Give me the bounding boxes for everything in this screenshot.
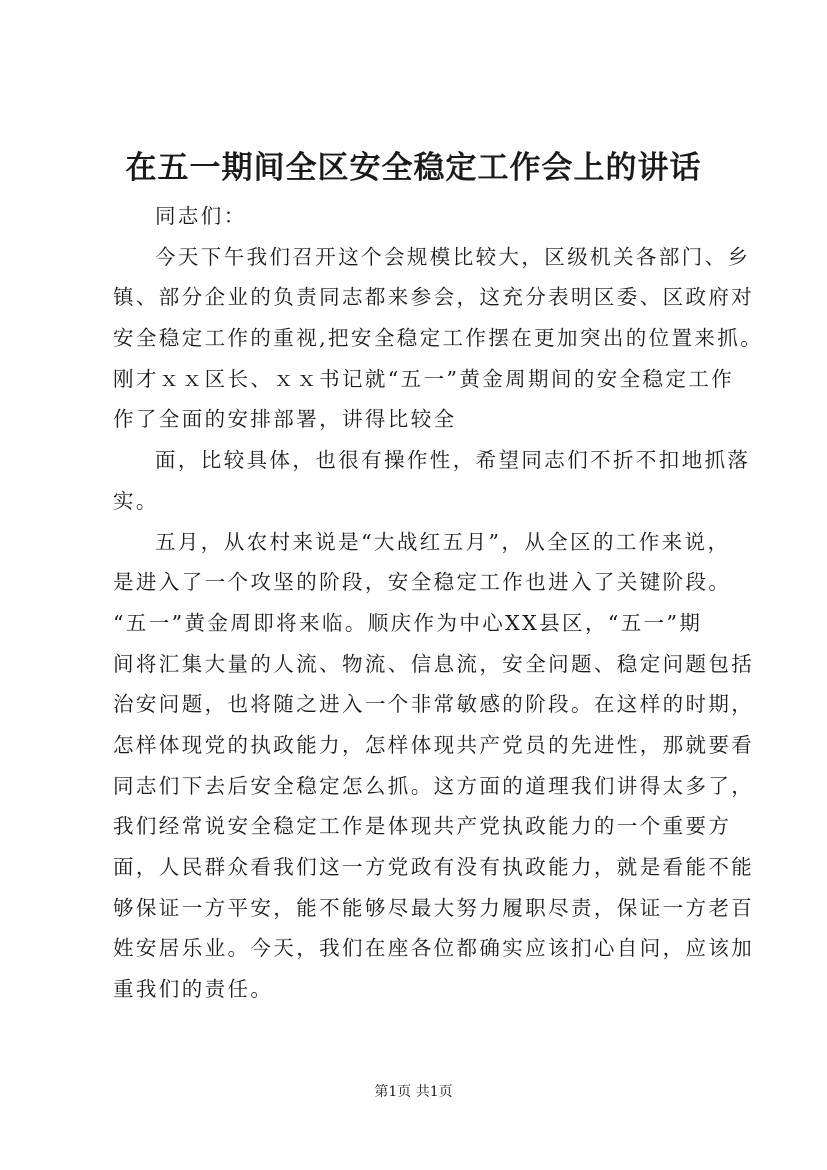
body-line: 刚才ｘｘ区长、ｘｘ书记就“五一”黄金周期间的安全稳定工作 (113, 366, 735, 391)
body-line: 实。 (113, 488, 159, 513)
body-line: 重我们的责任。 (113, 977, 274, 1002)
body-line: 治安问题，也将随之进入一个非常敏感的阶段。在这样的时期， (113, 692, 755, 717)
body-line: 同志们： (155, 204, 247, 228)
body-line: 五月，从农村来说是“大战红五月”，从全区的工作来说， (155, 529, 731, 554)
body-line: 安全稳定工作的重视,把安全稳定工作摆在更加突出的位置来抓。 (113, 326, 764, 351)
body-line: “五一”黄金周即将来临。顺庆作为中心XX县区，“五一”期 (113, 610, 703, 635)
body-line: 是进入了一个攻坚的阶段，安全稳定工作也进入了关键阶段。 (113, 570, 732, 595)
document-title: 在五一期间全区安全稳定工作会上的讲话 (125, 150, 702, 186)
document-body (113, 196, 764, 1010)
body-line: 作了全面的安排部署，讲得比较全 (113, 407, 457, 432)
body-line: 镇、部分企业的负责同志都来参会，这充分表明区委、区政府对 (113, 285, 755, 310)
body-line: 姓安居乐业。今天，我们在座各位都确实应该扪心自问，应该加 (113, 936, 755, 961)
body-line: 面，人民群众看我们这一方党政有没有执政能力，就是看能不能 (113, 855, 755, 879)
body-line: 今天下午我们召开这个会规模比较大，区级机关各部门、乡 (155, 244, 751, 269)
body-line: 够保证一方平安，能不能够尽最大努力履职尽责，保证一方老百 (113, 895, 755, 920)
body-line: 我们经常说安全稳定工作是体现共产党执政能力的一个重要方 (113, 814, 732, 839)
body-line: 间将汇集大量的人流、物流、信息流，安全问题、稳定问题包括 (113, 651, 755, 676)
body-line: 同志们下去后安全稳定怎么抓。这方面的道理我们讲得太多了， (113, 773, 755, 798)
page-footer: 第1页 共1页 (374, 1084, 453, 1100)
body-line: 面，比较具体，也很有操作性，希望同志们不折不扣地抓落 (155, 448, 751, 473)
body-line: 怎样体现党的执政能力，怎样体现共产党员的先进性，那就要看 (113, 732, 755, 757)
